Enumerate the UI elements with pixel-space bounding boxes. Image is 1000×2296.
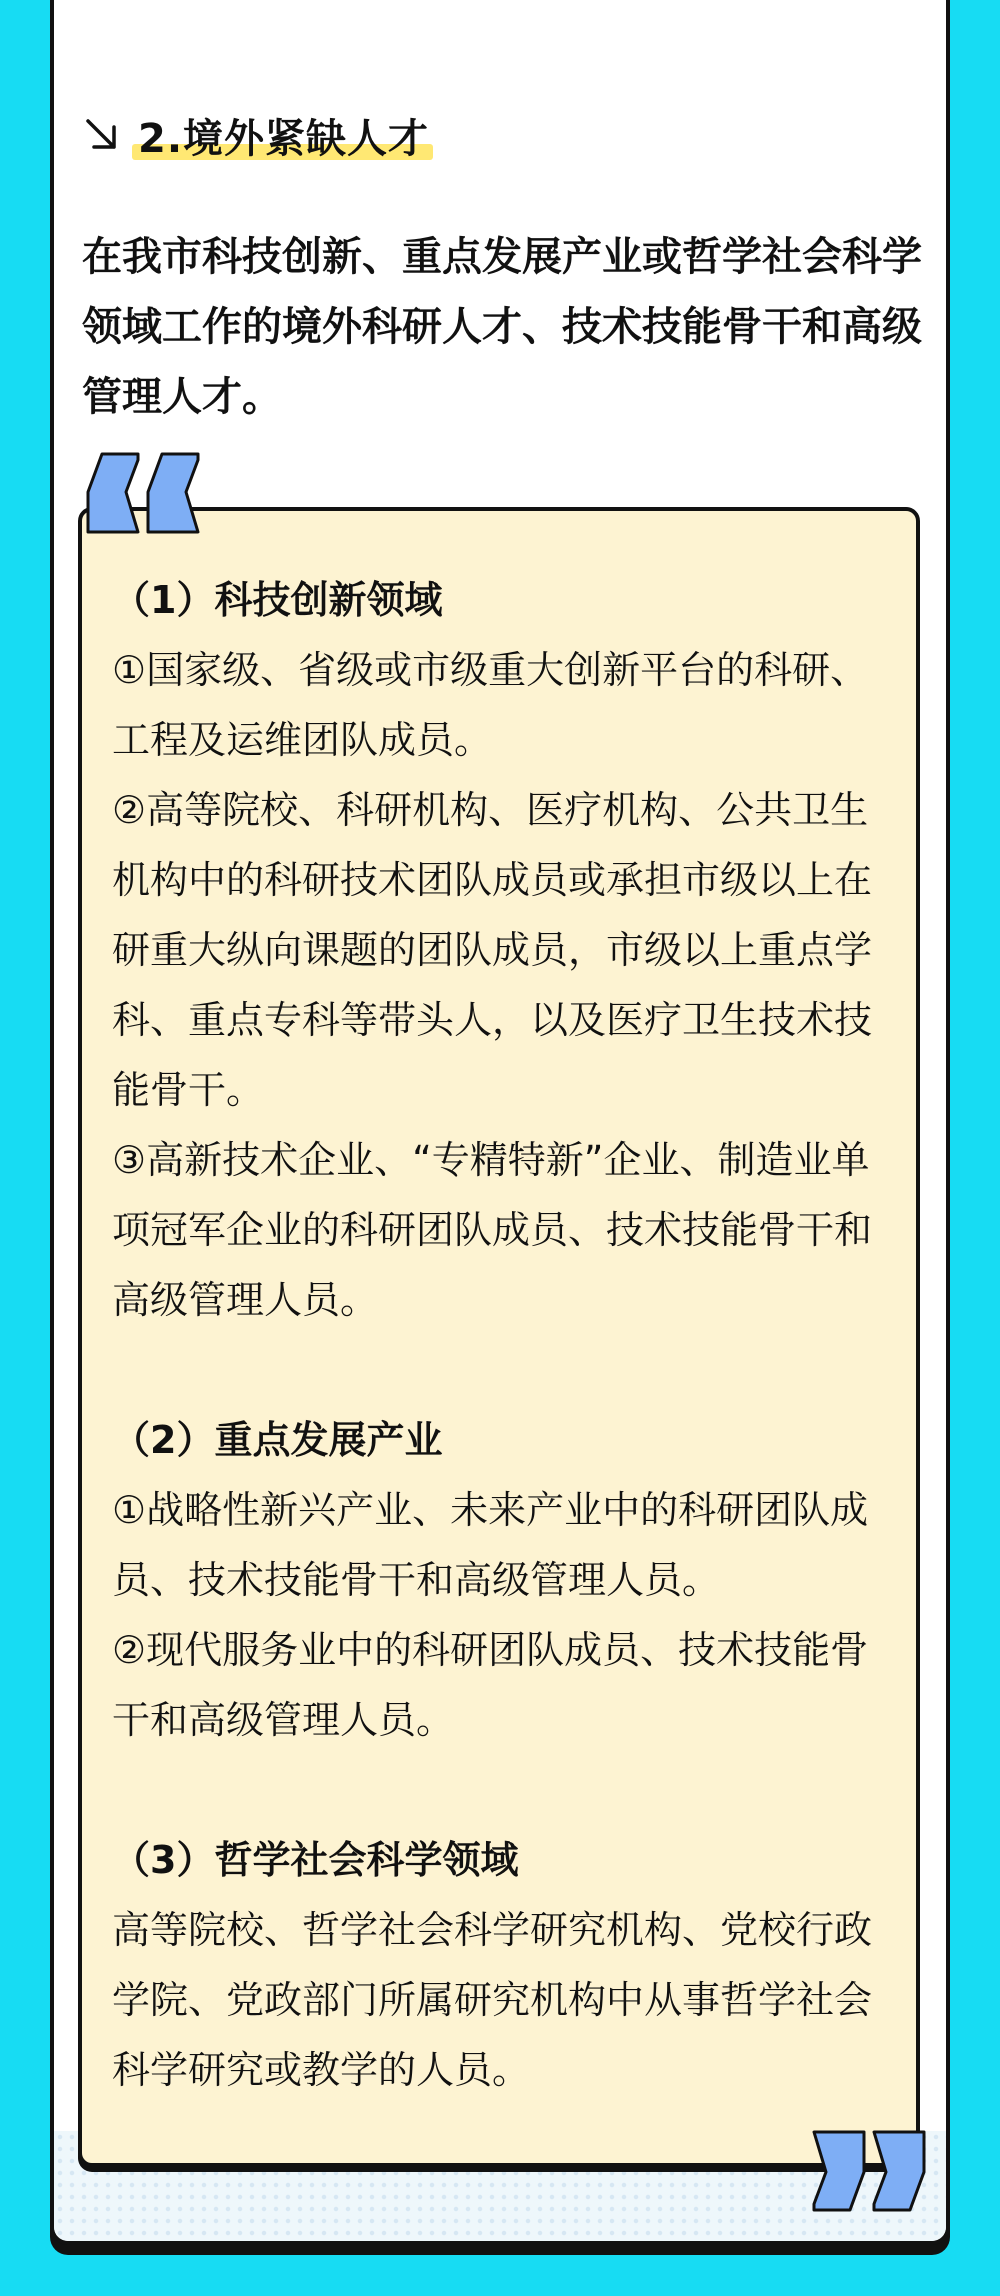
intro-paragraph: 在我市科技创新、重点发展产业或哲学社会科学领域工作的境外科研人才、技术技能骨干和高级管理人才。 (82, 234, 922, 420)
section-title-tech: （1）科技创新领域 (112, 578, 443, 622)
industry-item-2: ②现代服务业中的科研团队成员、技术技能骨干和高级管理人员。 (112, 1628, 869, 1742)
tech-item-3: ③高新技术企业、“专精特新”企业、制造业单项冠军企业的科研团队成员、技术技能骨干和高级管理人员。 (112, 1138, 873, 1322)
section-spacer (112, 1335, 902, 1405)
section-title-industry: （2）重点发展产业 (112, 1418, 443, 1462)
open-quote-icon (86, 452, 204, 534)
arrow-down-right-icon (82, 115, 122, 155)
tech-item-1: ①国家级、省级或市级重大创新平台的科研、工程及运维团队成员。 (112, 648, 869, 762)
philosophy-item-1: 高等院校、哲学社会科学研究机构、党校行政学院、党政部门所属研究机构中从事哲学社会科学研究或教学的人员。 (112, 1908, 873, 2092)
section-title-philosophy: （3）哲学社会科学领域 (112, 1838, 519, 1882)
heading-title-wrap (138, 107, 429, 164)
section-heading (82, 105, 429, 165)
industry-item-1: ①战略性新兴产业、未来产业中的科研团队成员、技术技能骨干和高级管理人员。 (112, 1488, 869, 1602)
heading-title: 2.境外紧缺人才 (138, 115, 430, 162)
section-spacer (112, 1755, 902, 1825)
tech-item-2: ②高等院校、科研机构、医疗机构、公共卫生机构中的科研技术团队成员或承担市级以上在研重大纵向课题的团队成员，市级以上重点学科、重点专科等带头人，以及医疗卫生技术技能骨干。 (112, 788, 873, 1112)
close-quote-icon (808, 2130, 926, 2212)
quote-content (112, 565, 902, 2105)
